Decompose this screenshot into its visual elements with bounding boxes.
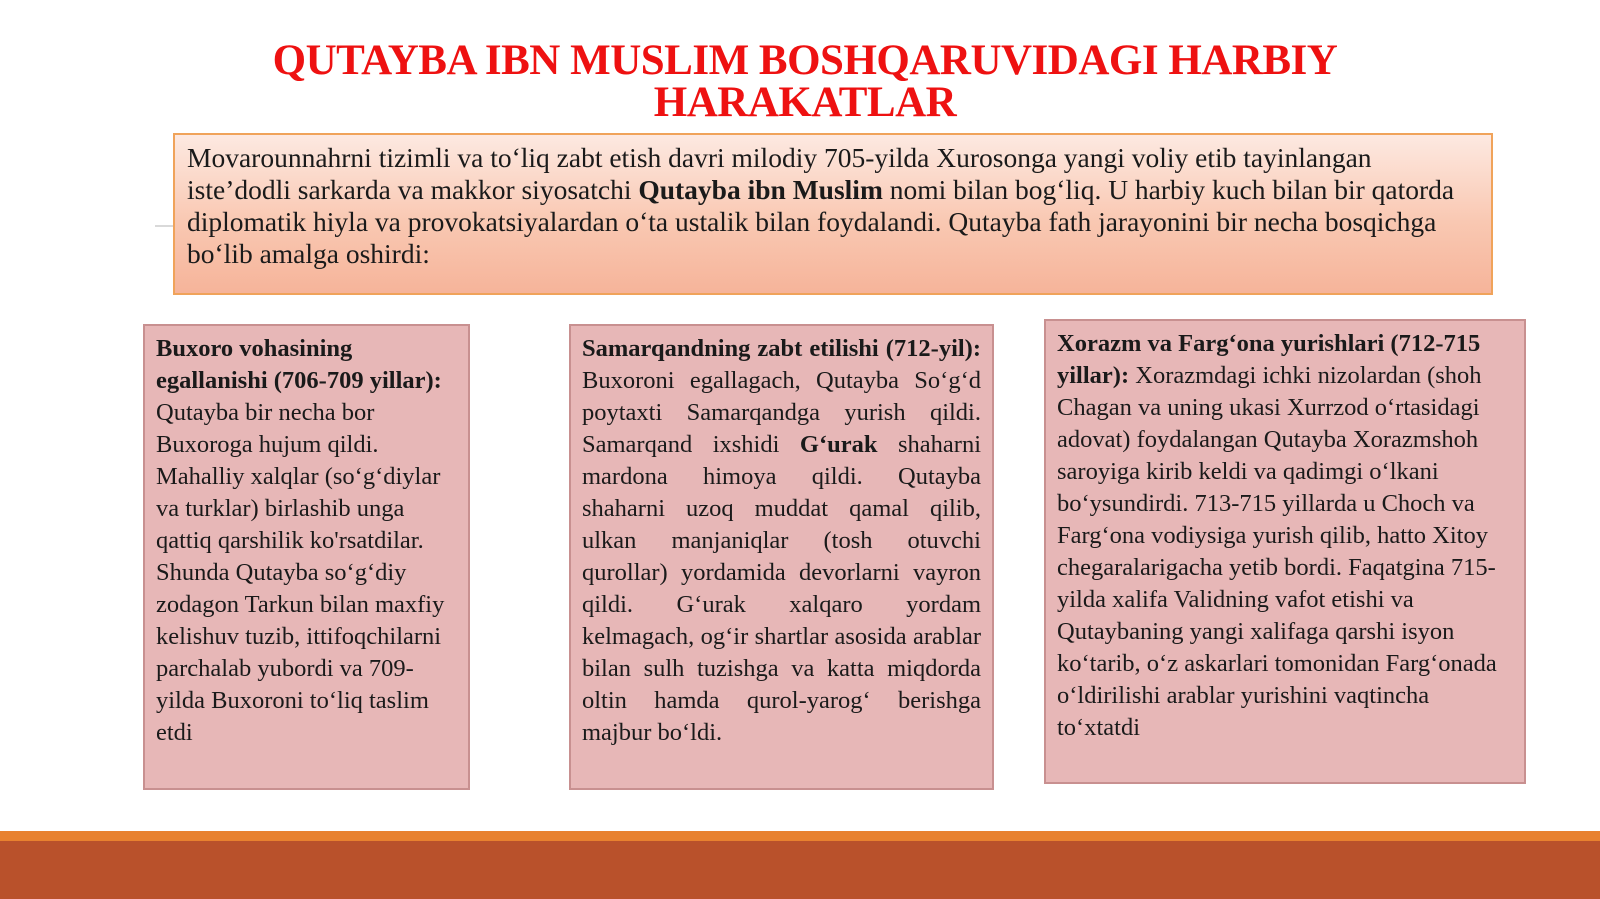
card-bukhara	[143, 324, 470, 790]
footer-bar	[0, 841, 1600, 899]
card-samarkand	[569, 324, 994, 790]
intro-bold-name: Qutayba ibn Muslim	[638, 174, 883, 205]
card-khorezm-fergana	[1044, 319, 1526, 784]
card-samarkand-bold-name: G‘urak	[799, 431, 878, 458]
slide-title-line-1: QUTAYBA IBN MUSLIM BOSHQARUVIDAGI HARBIY	[272, 37, 1338, 84]
decorative-dash	[155, 225, 173, 227]
intro-text-end: nomi bilan bog‘liq. U harbiy kuch bilan bir qatorda diplomatik hiyla va provokatsiyalardan o‘ta ustalik bilan foydalandi. Qutayba fath jarayonini bir necha bosqichga bo‘lib amalga oshirdi:	[187, 174, 1455, 269]
card-khorezm-body: Xorazmdagi ichki nizolardan (shoh Chagan va uning ukasi Xurrzod o‘rtasidagi adovat) foydalangan Qutayba Xorazmshoh saroyiga kirib keldi va qadimgi o‘lkani bo‘ysundirdi. 713-715 yillarda u Choch va Farg‘ona vodiysiga yurish qilib, hatto Xitoy chegaralarigacha yetib bordi. Faqatgina 715-yilda xalifa Validning vafot etishi va Qutaybaning yangi xalifaga qarshi isyon ko‘tarib, o‘z askarlari tomonidan Farg‘onada o‘ldirilishi arablar yurishini vaqtincha to‘xtatdi	[1057, 362, 1497, 741]
card-samarkand-body-end: shaharni mardona himoya qildi. Qutayba shaharni uzoq muddat qamal qilib, ulkan manjaniqlar (tosh otuvchi qurollar) yordamida devorlarni vayron qildi. G‘urak xalqaro yordam kelmagach, og‘ir shartlar asosida arablar bilan sulh tuzishga va katta miqdorda oltin hamda qurol-yarog‘ berishga majbur bo‘ldi.	[582, 431, 982, 746]
slide-title-line-2: HARAKATLAR	[653, 79, 957, 126]
card-samarkand-heading: Samarqandning zabt etilishi (712-yil):	[582, 335, 981, 362]
footer-accent-bar	[0, 831, 1600, 841]
card-bukhara-body: Qutayba bir necha bor Buxoroga hujum qildi. Mahalliy xalqlar (so‘g‘diylar va turklar) birlashib unga qattiq qarshilik ko'rsatdilar. Shunda Qutayba so‘g‘diy zodagon Tarkun bilan maxfiy kelishuv tuzib, ittifoqchilarni parchalab yubordi va 709-yilda Buxoroni to‘liq taslim etdi	[156, 399, 445, 746]
card-samarkand-body-start: Buxoroni egallagach, Qutayba So‘g‘d poytaxti Samarqandga yurish qildi. Samarqand ixshidi	[582, 367, 981, 458]
slide-title	[150, 37, 1460, 126]
intro-text-start: Movarounnahrni tizimli va to‘liq zabt etish davri milodiy 705-yilda Xurosonga yangi voliy etib tayinlangan iste’dodli sarkarda va makkor siyosatchi	[187, 142, 1372, 205]
card-khorezm-heading: Xorazm va Farg‘ona yurishlari (712-715 yillar):	[1057, 330, 1481, 389]
intro-textbox	[173, 133, 1493, 295]
card-bukhara-heading: Buxoro vohasining egallanishi (706-709 yillar):	[156, 335, 442, 394]
